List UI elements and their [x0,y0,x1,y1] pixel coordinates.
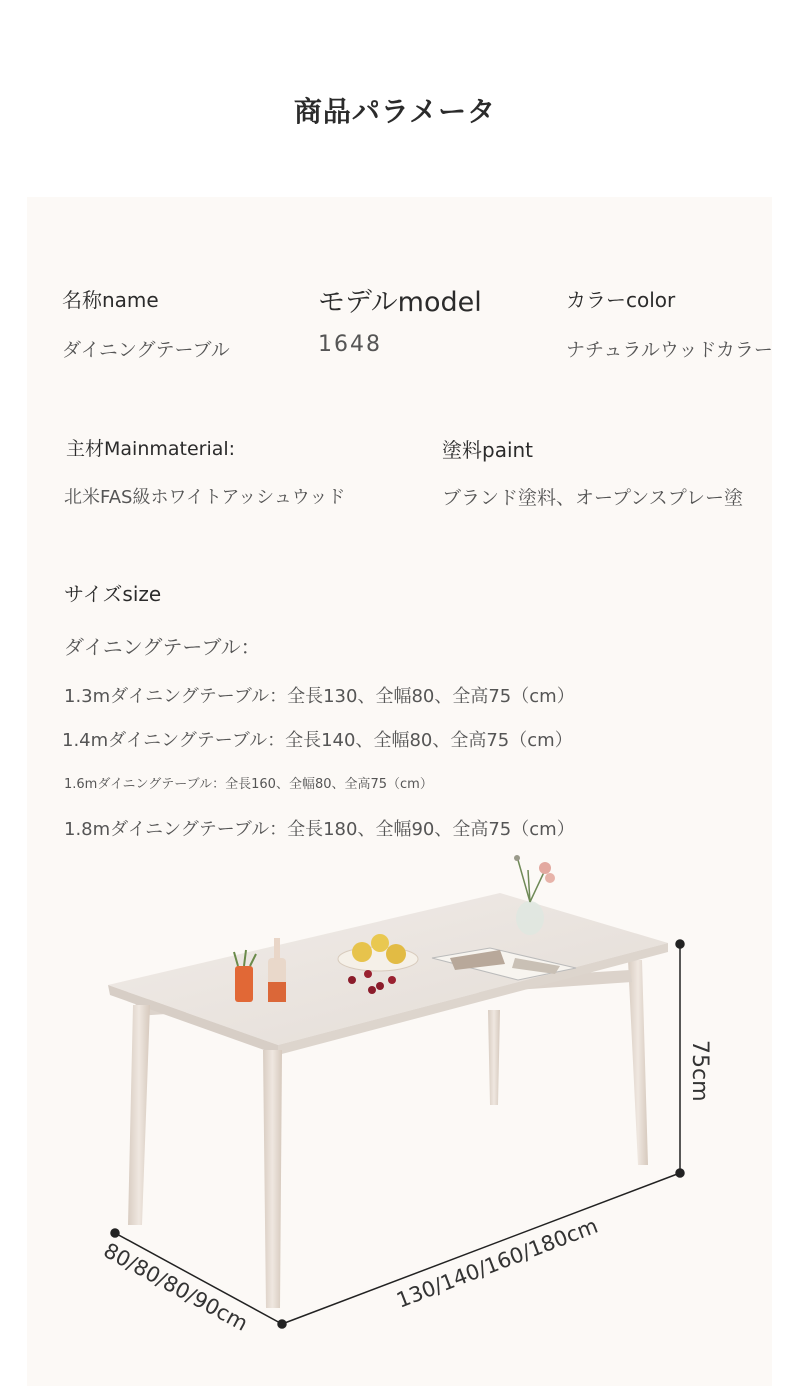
table-leg-front-right [263,1050,282,1308]
size-label: サイズsize [64,582,162,606]
table-leg-back-left [488,1010,500,1105]
spec-color-label: カラーcolor [566,288,676,312]
dimension-length-label: 130/140/160/180cm [393,1213,602,1313]
table-leg-back-right [628,960,648,1165]
spec-paint-label: 塗料paint [442,438,534,462]
size-line-1-4m: 1.4mダイニングテーブル：全長140、全幅80、全高75（cm） [62,730,573,751]
flower-vase-icon [516,901,544,935]
size-line-1-3m: 1.3mダイニングテーブル：全長130、全幅80、全高75（cm） [64,686,575,707]
drink-glass-icon [235,966,253,1002]
spec-paint-value: ブランド塗料、オープンスプレー塗 [442,487,743,509]
page-title: 商品パラメータ [293,95,497,128]
spec-model-value: 1648 [318,332,382,357]
spec-name-label: 名称name [62,288,159,312]
table-top [108,893,668,1055]
size-line-1-6m: 1.6mダイニングテーブル：全長160、全幅80、全高75（cm） [64,777,433,792]
dimension-width-label: 80/80/80/90cm [99,1238,252,1336]
size-line-1-8m: 1.8mダイニングテーブル：全長180、全幅90、全高75（cm） [64,819,575,840]
product-image [0,840,790,1386]
dimension-height-label: 75cm [687,1040,712,1102]
size-heading: ダイニングテーブル： [64,635,261,659]
spec-material-label: 主材Mainmaterial: [66,438,236,460]
spec-material-value: 北米FAS級ホワイトアッシュウッド [64,487,346,508]
spec-color-value: ナチュラルウッドカラー [566,339,773,361]
spec-model-label: モデルmodel [318,287,482,318]
spec-name-value: ダイニングテーブル [62,339,230,361]
table-leg-front-left [128,1005,150,1225]
